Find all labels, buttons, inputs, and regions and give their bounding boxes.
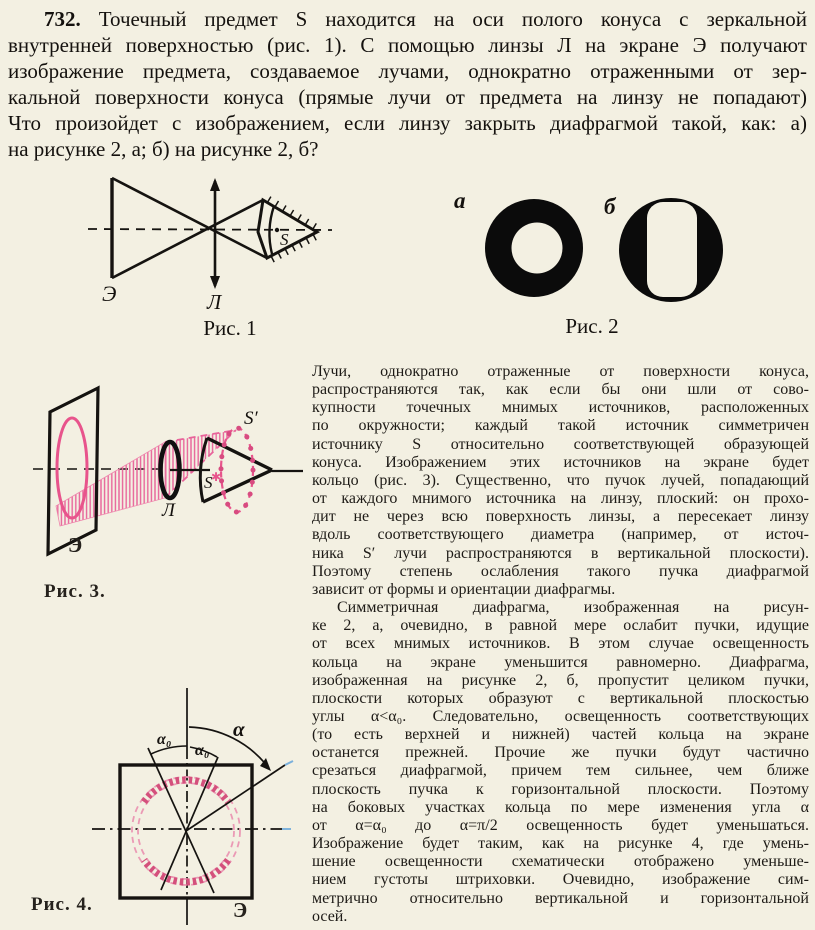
solution-line: изображенная на рисунке 2, б, пропустит целиком пучки, (312, 671, 809, 689)
fig3-beam (56, 442, 165, 526)
solution-line: кольцо (рис. 3). Существенно, что пучок лучей, попадающий (312, 471, 809, 489)
problem-line (8, 6, 807, 32)
solution-line: углы α<α₀. Следовательно, освещенность соответствующих (312, 707, 809, 725)
fig4-alpha-label: α (233, 717, 245, 741)
problem-statement (8, 6, 807, 162)
fig1-screen-label: Э (102, 281, 117, 306)
solution-line: источнику S относительно соответствующей образующей (312, 435, 809, 453)
solution-line: от всех мнимых источников. В этом случае освещенность (312, 635, 809, 653)
fig4-alpha-line-blue-tick (285, 761, 293, 765)
fig3-source-label: S (204, 473, 213, 492)
problem-line: внутренней поверхностью (рис. 1). С помощью линзы Л на экране Э получают (8, 33, 807, 57)
fig3-virtual-source-label: S′ (244, 408, 258, 429)
fig1-source-point (275, 228, 279, 232)
solution-line: нием густоты штриховки. Очевидно, изображение сим- (312, 871, 809, 889)
solution-line: останется прежней. Прочие же пучки будут частично (312, 744, 809, 762)
fig2-diaphragm-b-slot (647, 202, 697, 297)
solution-line: по окружности; каждый такой источник симметричен (312, 417, 809, 435)
solution-line: Поэтому степень ослабления такого пучка диафрагмой (312, 562, 809, 580)
fig3-source-asterisk-icon: ✱ (211, 470, 222, 484)
fig1-lens-arrow-down (210, 276, 220, 289)
solution-line: Изображение будет таким, как на рисунке 4, где умень- (312, 835, 809, 853)
fig3-lens-label: Л (162, 500, 175, 521)
solution-line: распространяются так, как если бы они шли от сово- (312, 381, 809, 399)
fig3-screen (48, 388, 98, 554)
problem-line-text: Точечный предмет S находится на оси полого конуса с зеркальной (98, 7, 807, 31)
solution-line: купности точечных мнимых источников, расположенных (312, 399, 809, 417)
fig1-lens-arrow-up (210, 178, 220, 191)
solution-line: шение освещенности схематически отображено уменьше- (312, 853, 809, 871)
solution-line: Симметричная диафрагма, изображенная на рисун- (337, 599, 809, 617)
fig4-alpha0-right-label: α₀ (195, 742, 210, 759)
fig3-screen-label: Э (68, 533, 83, 557)
solution-line: метрично относительно вертикальной и горизонтальной (312, 889, 809, 907)
fig2-diaphragm-a-hole (512, 223, 563, 274)
problem-line: Что произойдет с изображением, если линзу закрыть диафрагмой такой, как: а) (8, 111, 807, 135)
solution-line: от α=α₀ до α=π/2 освещенность будет уменьшаться. (312, 816, 809, 834)
fig2-label-b: б (604, 194, 616, 219)
solution-line: вдоль соответствующего диаметра (например, от источ- (312, 526, 809, 544)
fig4-caption: Рис. 4. (31, 894, 93, 915)
solution-line: (то есть верхней и нижней) частей кольца на экране (312, 726, 809, 744)
solution-line: плоскость пучка к горизонтальной плоскости. Поэтому (312, 780, 809, 798)
solution-line: ника S′ лучи распространяются в вертикальной плоскости). (312, 544, 809, 562)
solution-line: ке 2, а, очевидно, в равной мере ослабит пучки, идущие (312, 617, 809, 635)
fig3-virtual-sources-ring (221, 428, 253, 512)
fig1-rays (112, 178, 267, 278)
solution-line: зависит от формы и ориентации диафрагмы. (312, 580, 616, 598)
solution-line: срезаться диафрагмой, причем тем сильнее, чем ближе (312, 762, 809, 780)
fig2-label-a: а (454, 188, 466, 213)
fig1-lens-label: Л (207, 290, 222, 314)
fig3-ray-diagram (20, 380, 305, 605)
solution-column (312, 363, 809, 926)
solution-line: от каждого мнимого источника на линзу, плоский: он прохо- (312, 490, 809, 508)
fig2-diaphragms (440, 178, 770, 308)
fig4-screen-diagram (85, 680, 310, 930)
solution-line: плоскости которых образуют с вертикальной плоскостью (312, 689, 809, 707)
solution-line: осей. (312, 907, 348, 925)
fig4-screen-label: Э (233, 898, 248, 922)
fig2-caption: Рис. 2 (565, 314, 619, 338)
problem-line: кальной поверхности конуса (прямые лучи от предмета на линзу не попадают) (8, 85, 807, 109)
solution-line: на боковых участках кольца по мере изменения угла α (312, 798, 809, 816)
solution-line: дит не через всю поверхность линзы, а пересекает линзу (312, 508, 809, 526)
fig1-source-label: S (280, 230, 289, 249)
fig3-caption: Рис. 3. (44, 581, 106, 602)
problem-number: 732. (44, 7, 81, 31)
solution-line: Лучи, однократно отраженные от поверхности конуса, (312, 363, 809, 380)
fig4-alpha0-left-label: α₀ (157, 731, 172, 748)
solution-line: конуса. Изображением этих источников на экране будет (312, 453, 809, 471)
solution-line: кольца на экране уменьшится равномерно. Диафрагма, (312, 653, 809, 671)
problem-line: изображение предмета, создаваемое лучами, однократно отраженными от зер- (8, 59, 807, 83)
problem-line: на рисунке 2, а; б) на рисунке 2, б? (8, 137, 319, 161)
fig1-caption: Рис. 1 (203, 316, 257, 340)
